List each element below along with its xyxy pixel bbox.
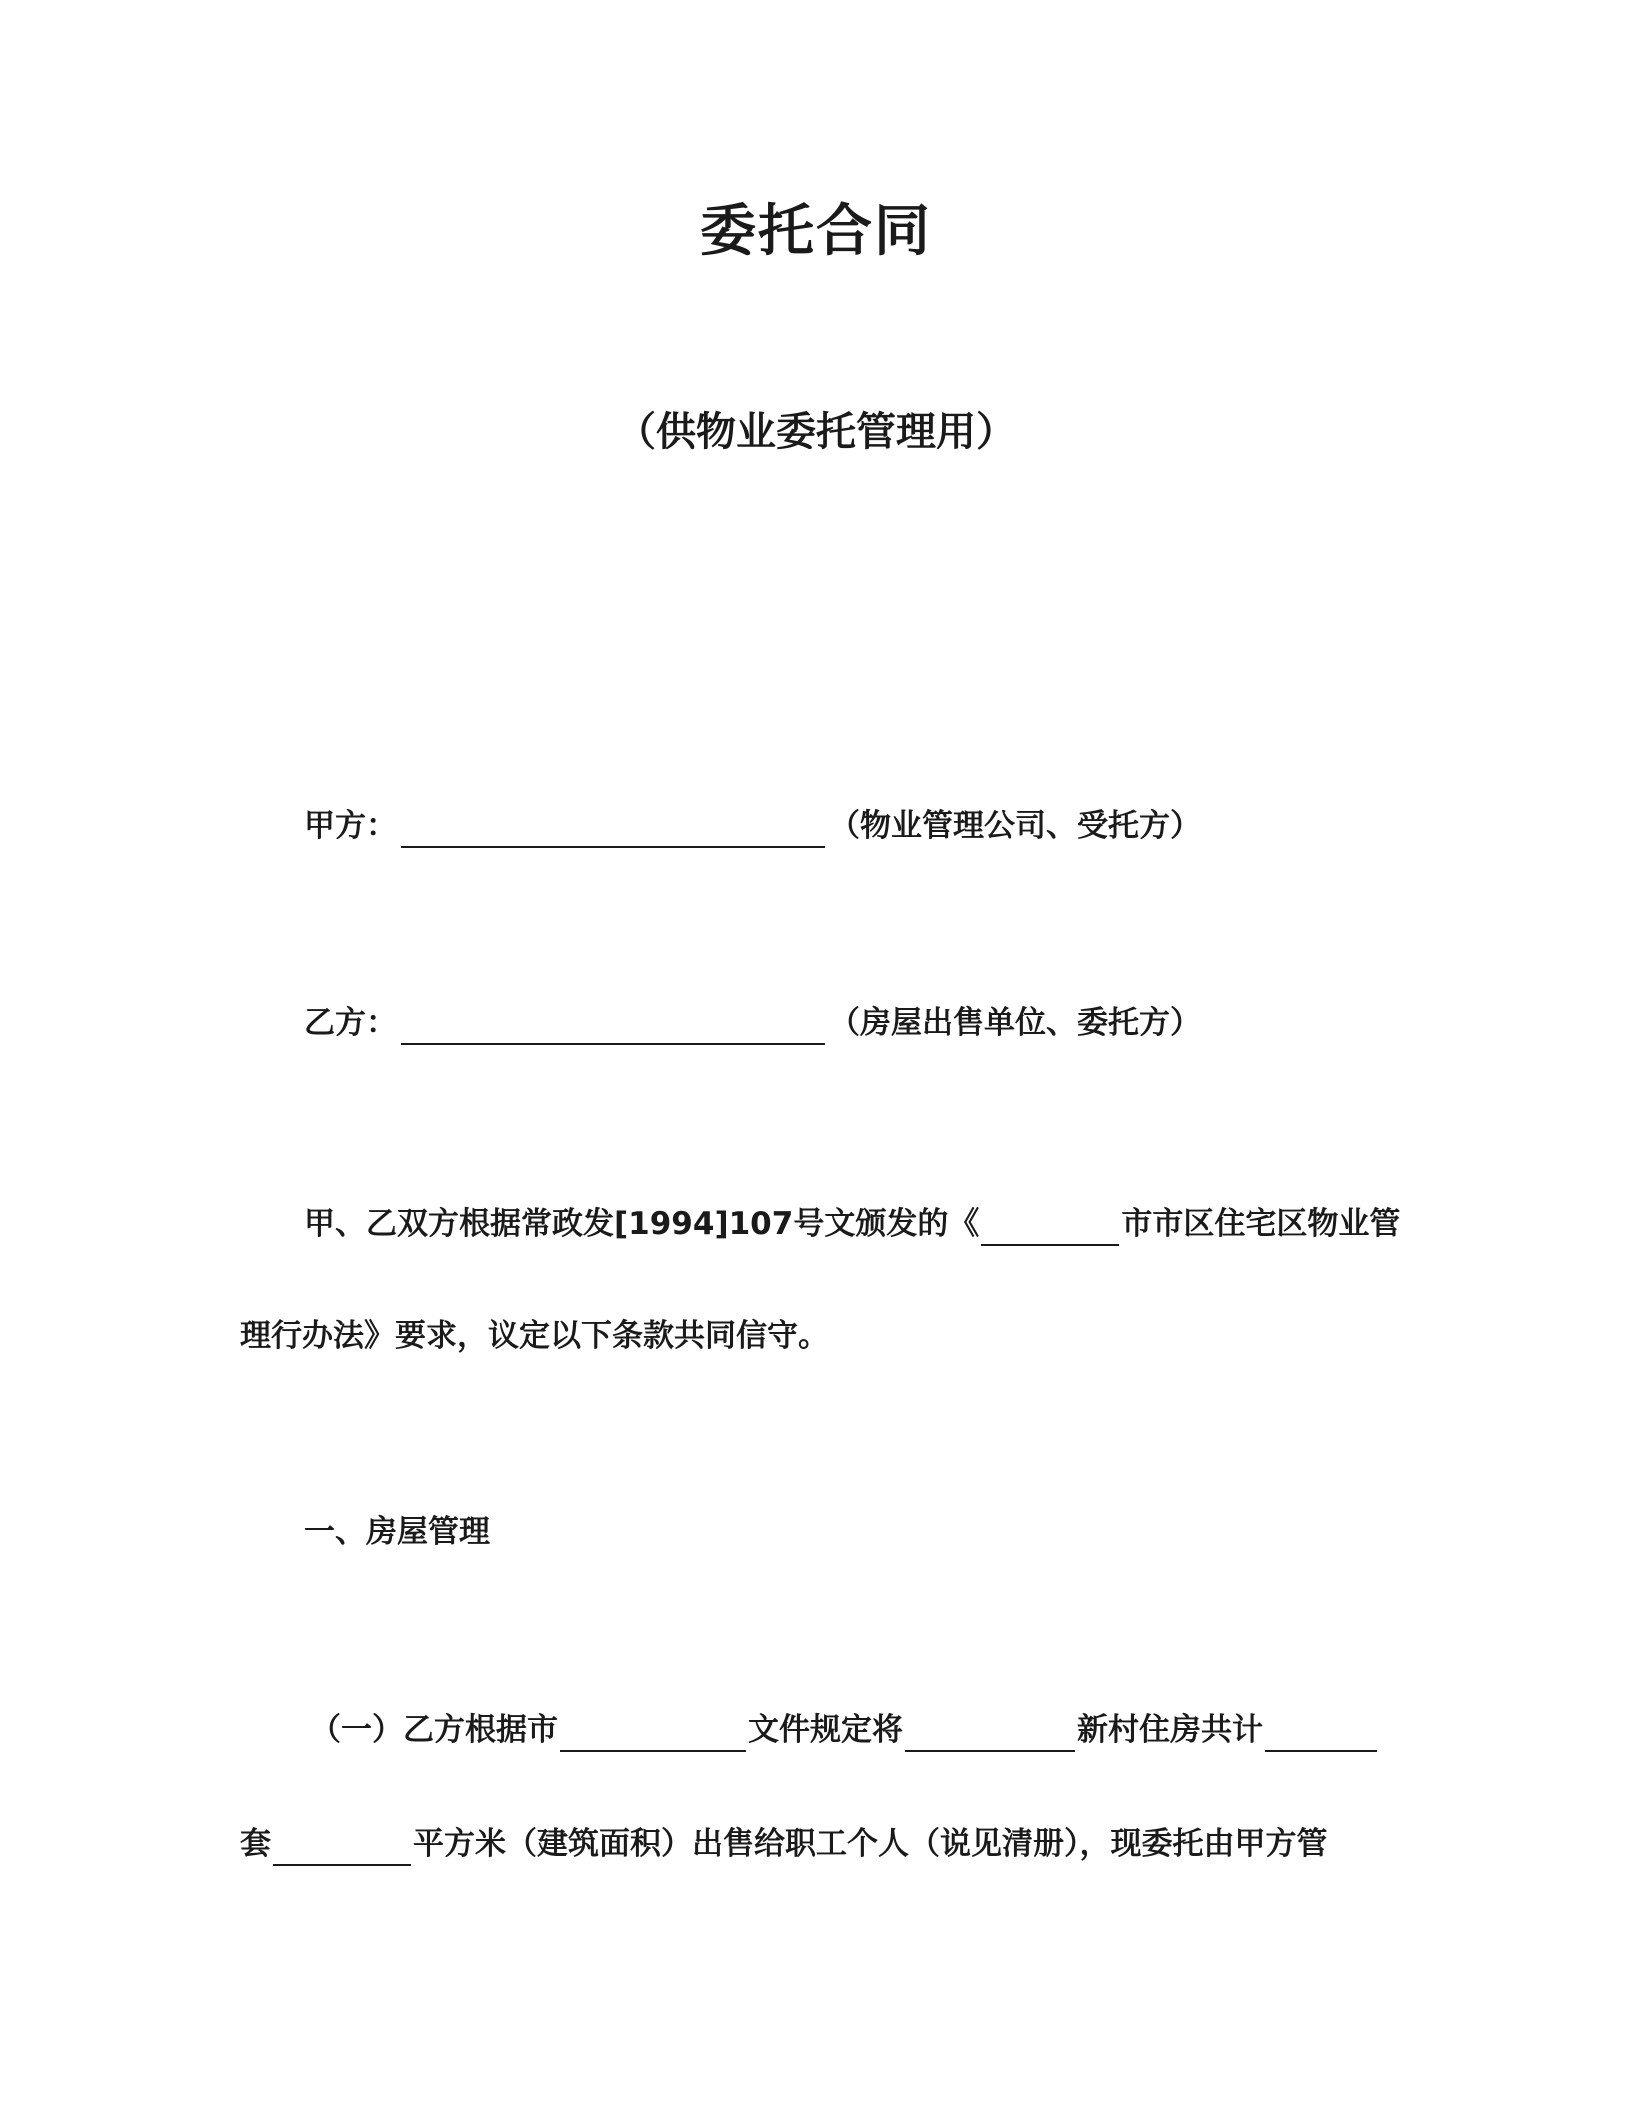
section-1-heading: 一、房屋管理 bbox=[304, 1514, 490, 1550]
party-a-blank[interactable] bbox=[401, 810, 825, 848]
preamble-line-2 bbox=[240, 1314, 829, 1358]
party-a-note: （物业管理公司、受托方） bbox=[829, 808, 1201, 844]
preamble-text-1: 甲、乙双方根据常政发[1994]107号文颁发的《 bbox=[304, 1206, 980, 1242]
clause-1-line-1 bbox=[310, 1708, 1379, 1752]
party-a-line bbox=[304, 804, 1201, 848]
party-b-blank[interactable] bbox=[401, 1007, 825, 1045]
section-heading bbox=[304, 1510, 490, 1554]
clause-1-text-5: 平方米（建筑面积）出售给职工个人（说见清册），现委托由甲方管 bbox=[413, 1826, 1328, 1862]
party-a-label: 甲方： bbox=[304, 808, 397, 844]
clause-1-text-4: 套 bbox=[240, 1826, 271, 1862]
clause-1-text-1: （一）乙方根据市 bbox=[310, 1712, 558, 1748]
clause-1-text-3: 新村住房共计 bbox=[1077, 1712, 1263, 1748]
document-number-blank[interactable] bbox=[560, 1714, 746, 1752]
area-blank[interactable] bbox=[273, 1828, 411, 1866]
document-title: 委托合同 bbox=[700, 199, 932, 264]
clause-1-text-2: 文件规定将 bbox=[748, 1712, 903, 1748]
preamble-text-2: 市市区住宅区物业管 bbox=[1121, 1206, 1401, 1242]
preamble-text-3: 理行办法》要求，议定以下条款共同信守。 bbox=[240, 1318, 829, 1354]
clause-1-line-2 bbox=[240, 1822, 1328, 1866]
preamble-line-1 bbox=[304, 1202, 1400, 1246]
party-b-note: （房屋出售单位、委托方） bbox=[829, 1005, 1201, 1041]
village-name-blank[interactable] bbox=[905, 1714, 1075, 1752]
party-b-line bbox=[304, 1001, 1201, 1045]
party-b-label: 乙方： bbox=[304, 1005, 397, 1041]
unit-count-blank[interactable] bbox=[1265, 1714, 1377, 1752]
document-subtitle: （供物业委托管理用） bbox=[616, 409, 1016, 455]
city-blank[interactable] bbox=[981, 1208, 1119, 1246]
